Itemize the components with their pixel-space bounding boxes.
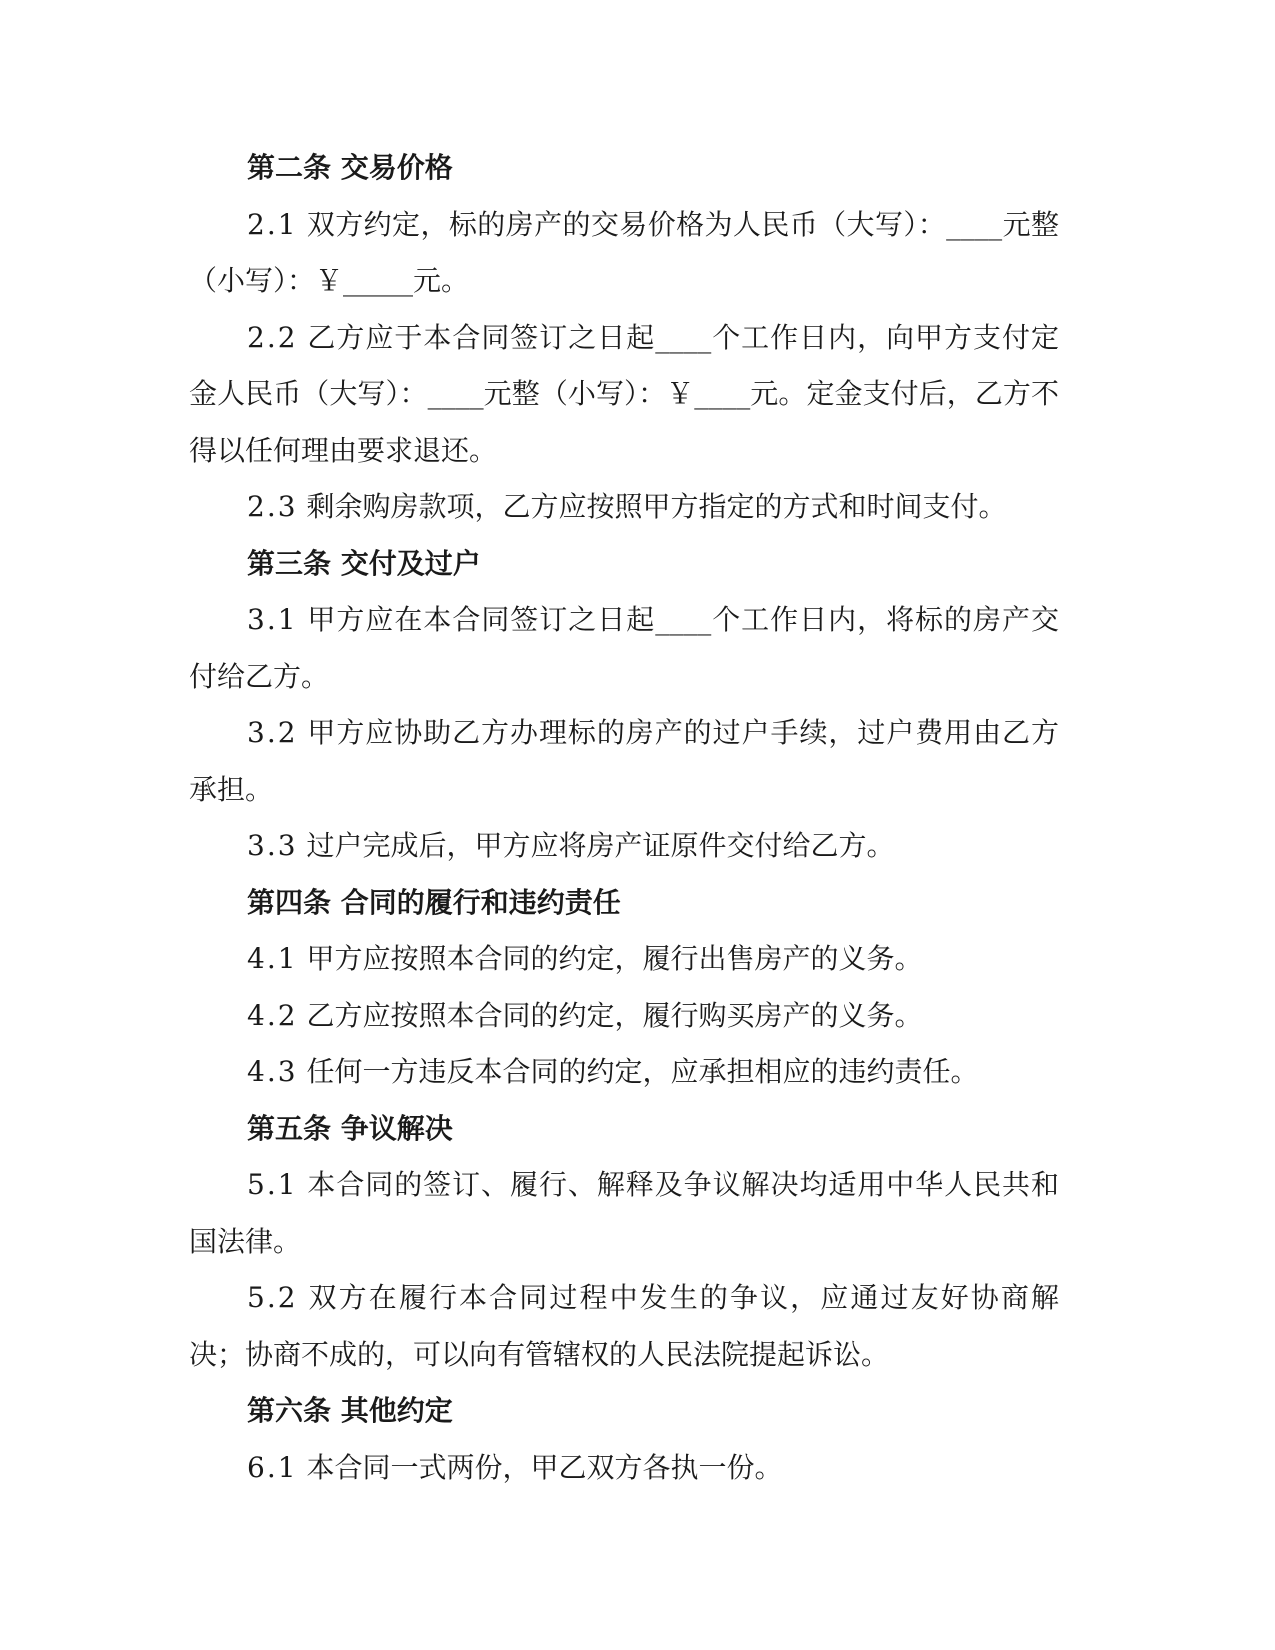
clause-text: 任何一方违反本合同的约定，应承担相应的违约责任。 [306, 1055, 979, 1088]
clause-number: 2.2 [247, 320, 298, 354]
clause-4-3 [189, 1044, 1059, 1101]
contract-body [189, 140, 1059, 1496]
clause-6-1 [189, 1440, 1059, 1497]
clause-text: 本合同一式两份，甲乙双方各执一份。 [306, 1450, 783, 1484]
section-heading-2: 第二条 交易价格 [247, 151, 453, 184]
clause-text: 乙方应按照本合同的约定，履行购买房产的义务。 [306, 998, 923, 1032]
clause-text: 双方在履行本合同过程中发生的争议，应通过友好协商解决；协商不成的，可以向有管辖权的人民法院提起诉讼。 [189, 1281, 1059, 1371]
section-heading-4: 第四条 合同的履行和违约责任 [247, 885, 621, 919]
clause-number: 3.1 [247, 603, 298, 636]
clause-number: 6.1 [247, 1450, 298, 1484]
section-heading-6: 第六条 其他约定 [247, 1394, 453, 1427]
clause-text: 乙方应于本合同签订之日起____个工作日内，向甲方支付定金人民币（大写）：____元整（小写）：￥____元。定金支付后，乙方不得以任何理由要求退还。 [189, 320, 1059, 467]
clause-text: 甲方应协助乙方办理标的房产的过户手续，过户费用由乙方承担。 [189, 716, 1059, 806]
clause-text: 甲方应在本合同签订之日起____个工作日内，将标的房产交付给乙方。 [189, 603, 1059, 693]
clause-text: 双方约定，标的房产的交易价格为人民币（大写）：____元整（小写）：￥_____元。 [189, 207, 1059, 297]
clause-number: 5.2 [247, 1281, 298, 1314]
clause-number: 2.3 [247, 490, 298, 523]
clause-3-1 [189, 592, 1059, 705]
section-heading-5: 第五条 争议解决 [247, 1111, 453, 1145]
clause-text: 过户完成后，甲方应将房产证原件交付给乙方。 [306, 829, 895, 862]
clause-4-1 [189, 931, 1059, 988]
clause-number: 4.2 [247, 998, 298, 1032]
clause-number: 4.1 [247, 942, 298, 975]
section-heading-3: 第三条 交付及过户 [247, 546, 481, 580]
clause-number: 2.1 [247, 207, 298, 241]
clause-number: 4.3 [247, 1055, 298, 1088]
clause-3-3 [189, 818, 1059, 875]
clause-2-1 [189, 197, 1059, 310]
clause-2-3 [189, 479, 1059, 536]
clause-5-1 [189, 1157, 1059, 1270]
clause-number: 3.2 [247, 716, 298, 749]
clause-number: 3.3 [247, 829, 298, 862]
clause-2-2 [189, 310, 1059, 480]
clause-text: 本合同的签订、履行、解释及争议解决均适用中华人民共和国法律。 [189, 1168, 1059, 1258]
clause-5-2 [189, 1270, 1059, 1383]
clause-3-2 [189, 705, 1059, 818]
clause-text: 甲方应按照本合同的约定，履行出售房产的义务。 [306, 942, 923, 975]
clause-text: 剩余购房款项，乙方应按照甲方指定的方式和时间支付。 [306, 490, 1007, 523]
clause-number: 5.1 [247, 1168, 298, 1201]
clause-4-2 [189, 988, 1059, 1045]
